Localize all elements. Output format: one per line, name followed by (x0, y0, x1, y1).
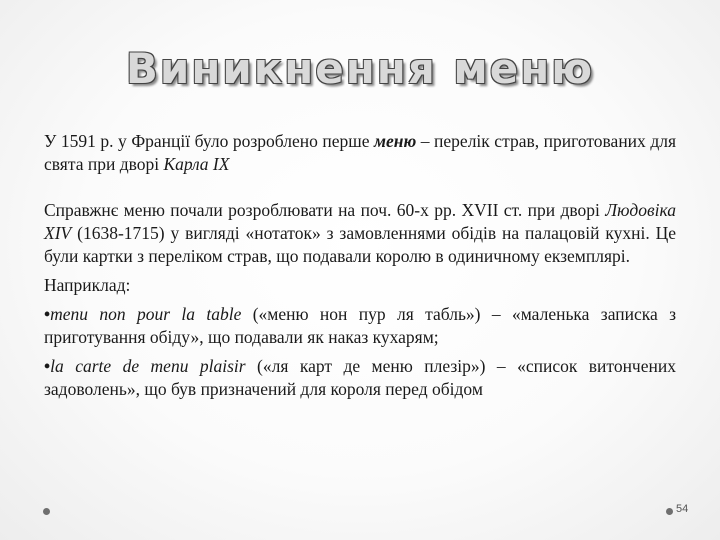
p1-text-middle: – перелік страв, приготованих для свята при дворі (44, 131, 676, 174)
slide-body (44, 130, 676, 401)
p2-text-before: Справжнє меню почали розроблювати на поч. 60-х рр. XVII ст. при дворі (44, 200, 606, 220)
paragraph-first-menu (44, 130, 676, 176)
p1-text-before: У 1591 р. у Франції було розроблено перше (44, 131, 375, 151)
footer-right-dot-icon (666, 508, 673, 515)
page-number: 54 (676, 503, 689, 515)
slide-title: Виникнення меню (125, 44, 595, 93)
p1-name-charles: Карла IX (163, 154, 230, 174)
p2-text-after: (1638-1715) у вигляді «нотаток» з замовленнями обідів на палацовій кухні. Це були картки з переліком страв, що подавали королю в одиничному екземплярі. (44, 223, 676, 266)
bullet-icon: • (44, 304, 51, 324)
bullet-item-menu-non-pour-la-table (44, 303, 676, 349)
p2-name-louis: Людовіка XIV (44, 200, 676, 243)
p1-term-menu: меню (374, 131, 417, 151)
bullet2-term: la carte de menu plaisir (50, 356, 246, 376)
bullet1-term: menu non pour la table (50, 304, 242, 324)
bullet-icon: • (44, 356, 51, 376)
bullet2-text: («ля карт де меню плезір») – «список витончених задоволень», що був призначений для короля перед обідом (44, 356, 676, 399)
bullet1-text: («меню нон пур ля табль») – «маленька записка з приготування обіду», що подавали як наказ кухарям; (44, 304, 676, 347)
footer-left-dot-icon (43, 508, 50, 515)
paragraph-for-example: Наприклад: (44, 275, 131, 295)
paragraph-real-menu (44, 199, 676, 268)
bullet-item-la-carte-de-menu-plaisir (44, 355, 676, 401)
